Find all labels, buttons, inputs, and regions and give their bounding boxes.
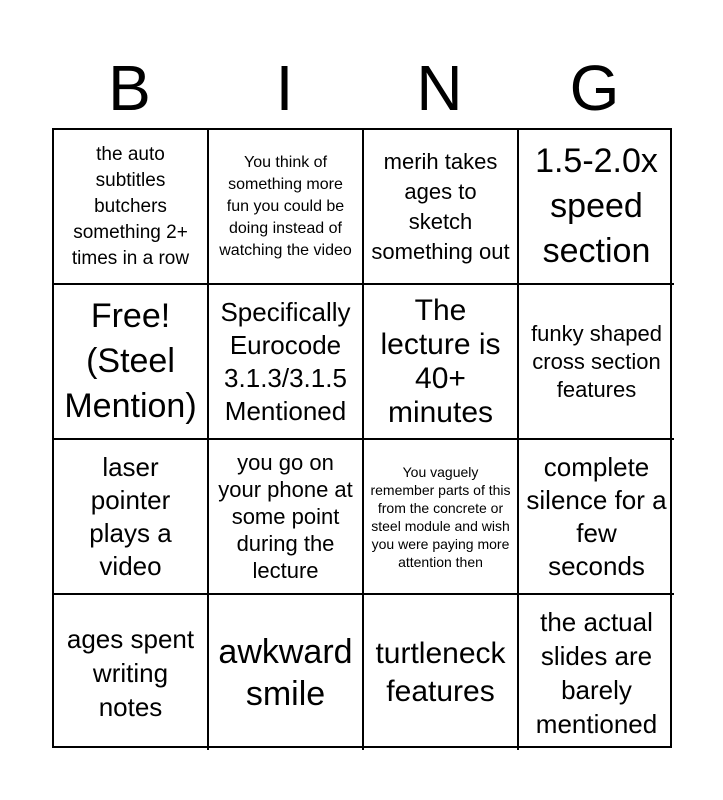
bingo-cell-text: You vaguely remember parts of this from the concrete or steel module and wish you were paying more attention then (370, 463, 511, 570)
bingo-cell-text: You think of something more fun you could be doing instead of watching the video (219, 153, 352, 259)
bingo-cell[interactable] (54, 130, 209, 285)
bingo-cell-text: complete silence for a few seconds (526, 451, 667, 581)
header-letter-i: I (275, 52, 294, 124)
bingo-cell[interactable] (209, 440, 364, 595)
bingo-cell[interactable] (519, 285, 674, 440)
bingo-cell[interactable] (364, 130, 519, 285)
bingo-cell[interactable] (519, 440, 674, 595)
bingo-cell[interactable] (209, 130, 364, 285)
bingo-cell-text: The lecture is 40+ minutes (380, 293, 501, 429)
bingo-cell-text: funky shaped cross section features (531, 320, 662, 402)
bingo-cell[interactable] (519, 130, 674, 285)
bingo-cell-text: 1.5-2.0x speed section (535, 142, 658, 270)
bingo-cell[interactable] (364, 595, 519, 750)
bingo-cell-text: merih takes ages to sketch something out (371, 148, 510, 264)
bingo-cell-text: ages spent writing notes (66, 623, 195, 722)
bingo-cell-text: laser pointer plays a video (89, 451, 172, 581)
bingo-cell-text: the actual slides are barely mentioned (535, 606, 658, 739)
bingo-cell[interactable] (364, 440, 519, 595)
bingo-cell-text: Free! (Steel Mention) (64, 297, 197, 425)
header-letter-n: N (416, 52, 463, 124)
bingo-cell[interactable] (54, 595, 209, 750)
bingo-cell[interactable] (209, 285, 364, 440)
bingo-cell[interactable] (54, 440, 209, 595)
free-space-cell[interactable] (54, 285, 209, 440)
bingo-header (52, 52, 672, 124)
bingo-cell-text: you go on your phone at some point during the lecture (218, 450, 353, 583)
bingo-cell-text: turtleneck features (375, 636, 506, 708)
header-letter-g: G (569, 52, 620, 124)
bingo-cell-text: Specifically Eurocode 3.1.3/3.1.5 Mentioned (220, 296, 351, 426)
bingo-card-grid (52, 128, 672, 748)
bingo-cell[interactable] (519, 595, 674, 750)
bingo-cell-text: awkward smile (218, 632, 353, 713)
bingo-cell[interactable] (364, 285, 519, 440)
bingo-cell[interactable] (209, 595, 364, 750)
header-letter-b: B (108, 52, 151, 124)
bingo-cell-text: the auto subtitles butchers something 2+ times in a row (71, 143, 190, 269)
